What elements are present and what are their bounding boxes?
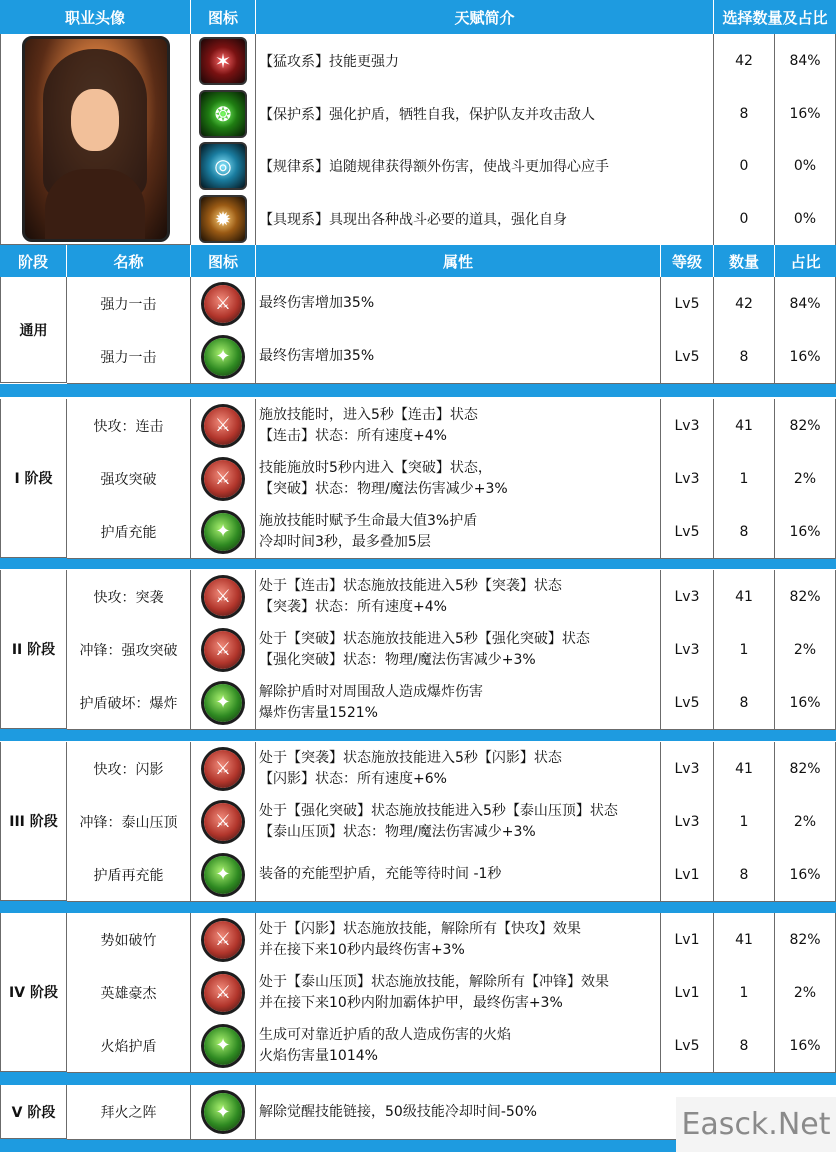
skill-icon-cell	[191, 1085, 256, 1139]
header-intro: 天赋简介	[256, 0, 714, 34]
skill-ratio: 16%	[775, 848, 836, 901]
red-skill-icon: ⚔	[204, 631, 242, 669]
skill-name: 势如破竹	[67, 913, 191, 966]
skill-icon-cell	[191, 505, 256, 558]
skill-row	[67, 452, 836, 506]
skill-count: 8	[714, 848, 775, 901]
skill-attr-line: 火焰伤害量1014%	[259, 1047, 378, 1064]
skill-level: Lv1	[661, 913, 714, 966]
talent-icon-cell	[191, 34, 256, 87]
stage-separator	[0, 384, 836, 397]
skill-ratio: 82%	[775, 570, 836, 623]
skill-attr-line: 【闪影】状态：所有速度+6%	[259, 770, 447, 787]
skill-icon-cell	[191, 795, 256, 848]
skill-attributes	[256, 966, 661, 1019]
skill-attr-line: 施放技能时，进入5秒【连击】状态	[259, 406, 478, 423]
skill-row	[67, 570, 836, 624]
skill-attributes	[256, 570, 661, 623]
skill-icon-cell	[191, 676, 256, 729]
skill-ratio: 82%	[775, 399, 836, 452]
talent-count: 42	[714, 34, 775, 87]
skill-attributes	[256, 848, 661, 901]
watermark: Easck.Net	[676, 1097, 836, 1152]
stage-label: V 阶段	[0, 1085, 67, 1139]
skill-attr-line: 生成可对靠近护盾的敌人造成伤害的火焰	[259, 1026, 511, 1043]
green-skill-icon: ✦	[204, 513, 242, 551]
skill-attr-line: 并在接下来10秒内最终伤害+3%	[259, 941, 465, 958]
talent-ratio: 16%	[775, 87, 836, 140]
skill-row	[67, 399, 836, 453]
skill-attr-line: 【泰山压顶】状态：物理/魔法伤害减少+3%	[259, 823, 536, 840]
skill-icon-cell	[191, 623, 256, 676]
red-skill-icon: ⚔	[204, 803, 242, 841]
skill-attr-line: 【强化突破】状态：物理/魔法伤害减少+3%	[259, 651, 536, 668]
talent-ratio: 84%	[775, 34, 836, 87]
skill-row	[67, 795, 836, 849]
skill-count: 41	[714, 742, 775, 795]
skill-attr-line: 处于【突破】状态施放技能进入5秒【强化突破】状态	[259, 630, 590, 647]
skill-name: 护盾破坏：爆炸	[67, 676, 191, 729]
blue-talent-icon: ◎	[199, 142, 247, 190]
header-name: 名称	[67, 245, 191, 277]
skill-row	[67, 676, 836, 730]
talent-icon-cell	[191, 192, 256, 245]
skill-icon-cell	[191, 1019, 256, 1072]
talent-ratio: 0%	[775, 192, 836, 245]
skill-level: Lv1	[661, 966, 714, 1019]
red-skill-icon: ⚔	[204, 974, 242, 1012]
skill-attr-line: 【连击】状态：所有速度+4%	[259, 427, 447, 444]
skill-level: Lv3	[661, 399, 714, 452]
skill-icon-cell	[191, 570, 256, 623]
red-skill-icon: ⚔	[204, 285, 242, 323]
skill-ratio: 16%	[775, 505, 836, 558]
skill-attributes	[256, 330, 661, 383]
stage-label: IV 阶段	[0, 913, 67, 1072]
talent-ratio: 0%	[775, 140, 836, 192]
red-skill-icon: ⚔	[204, 921, 242, 959]
skill-row	[67, 1019, 836, 1073]
red-talent-icon: ✶	[199, 37, 247, 85]
skill-attr-line: 冷却时间3秒，最多叠加5层	[259, 533, 431, 550]
skill-attr-line: 【突破】状态：物理/魔法伤害减少+3%	[259, 480, 508, 497]
skill-row	[67, 966, 836, 1020]
skill-row	[67, 742, 836, 796]
skill-attr-line: 处于【闪影】状态施放技能，解除所有【快攻】效果	[259, 920, 581, 937]
skill-attr-line: 最终伤害增加35%	[259, 295, 375, 311]
skill-ratio: 2%	[775, 452, 836, 505]
skill-icon-cell	[191, 452, 256, 505]
skill-level: Lv3	[661, 452, 714, 505]
header-ratio: 占比	[790, 252, 821, 271]
skill-name: 火焰护盾	[67, 1019, 191, 1072]
skill-count: 1	[714, 623, 775, 676]
skill-row	[67, 913, 836, 967]
talent-count: 0	[714, 140, 775, 192]
skill-attributes	[256, 1085, 661, 1139]
stage-label: I 阶段	[0, 399, 67, 558]
skill-attributes	[256, 676, 661, 729]
green-skill-icon: ✦	[204, 1093, 242, 1131]
skill-ratio: 16%	[775, 1019, 836, 1072]
talent-count: 8	[714, 87, 775, 140]
skill-attributes	[256, 399, 661, 452]
skill-name: 拜火之阵	[67, 1085, 191, 1139]
skill-count: 8	[714, 676, 775, 729]
skill-attr-line: 处于【突袭】状态施放技能进入5秒【闪影】状态	[259, 749, 562, 766]
talent-row	[191, 140, 836, 193]
talent-header-row	[0, 0, 836, 34]
skill-ratio: 16%	[775, 330, 836, 383]
stage-separator	[0, 1072, 836, 1085]
skill-count: 8	[714, 505, 775, 558]
stage-label: III 阶段	[0, 742, 67, 901]
skill-row	[67, 277, 836, 331]
skill-level: Lv3	[661, 795, 714, 848]
skill-icon-cell	[191, 277, 256, 330]
stage-label: 通用	[0, 277, 67, 383]
skill-ratio: 2%	[775, 795, 836, 848]
talent-icon-cell	[191, 87, 256, 140]
skill-row	[67, 848, 836, 902]
skill-level: Lv5	[661, 1019, 714, 1072]
skill-row	[67, 330, 836, 384]
skill-count: 8	[714, 1019, 775, 1072]
talent-row	[191, 34, 836, 88]
header-skill-icon: 图标	[191, 245, 256, 277]
skill-name: 强力一击	[67, 330, 191, 383]
skill-level: Lv3	[661, 570, 714, 623]
skill-name: 快攻：闪影	[67, 742, 191, 795]
stage-label: II 阶段	[0, 570, 67, 729]
skill-icon-cell	[191, 742, 256, 795]
header-level: 等级	[661, 245, 714, 277]
skill-attr-line: 施放技能时赋予生命最大值3%护盾	[259, 512, 478, 529]
skill-ratio: 16%	[775, 676, 836, 729]
skill-name: 冲锋：泰山压顶	[67, 795, 191, 848]
red-skill-icon: ⚔	[204, 578, 242, 616]
skill-attr-line: 技能施放时5秒内进入【突破】状态，	[259, 459, 492, 476]
talent-description: 【具现系】具现出各种战斗必要的道具，强化自身	[256, 192, 714, 245]
skill-name: 快攻：突袭	[67, 570, 191, 623]
skill-attributes	[256, 1019, 661, 1072]
skill-level: Lv1	[661, 848, 714, 901]
skill-count: 42	[714, 277, 775, 330]
skill-attr-line: 解除护盾时对周围敌人造成爆炸伤害	[259, 683, 483, 700]
green-skill-icon: ✦	[204, 856, 242, 894]
skill-ratio: 82%	[775, 742, 836, 795]
skill-ratio: 2%	[775, 966, 836, 1019]
skill-icon-cell	[191, 399, 256, 452]
skill-attr-line: 装备的充能型护盾，充能等待时间 -1秒	[259, 866, 502, 882]
skill-count: 1	[714, 795, 775, 848]
skill-level: Lv5	[661, 330, 714, 383]
skill-attributes	[256, 623, 661, 676]
green-skill-icon: ✦	[204, 338, 242, 376]
skill-name: 护盾再充能	[67, 848, 191, 901]
skill-name: 冲锋：强攻突破	[67, 623, 191, 676]
header-portrait: 职业头像	[0, 0, 191, 34]
green-skill-icon: ✦	[204, 684, 242, 722]
skill-attributes	[256, 795, 661, 848]
skill-level: Lv5	[661, 277, 714, 330]
skill-attr-line: 处于【强化突破】状态施放技能进入5秒【泰山压顶】状态	[259, 802, 618, 819]
skill-attributes	[256, 277, 661, 330]
red-skill-icon: ⚔	[204, 460, 242, 498]
skill-name: 强力一击	[67, 277, 191, 330]
skill-name: 快攻：连击	[67, 399, 191, 452]
skill-attr-line: 解除觉醒技能链接，50级技能冷却时间-50%	[259, 1103, 537, 1120]
skill-icon-cell	[191, 966, 256, 1019]
skill-name: 强攻突破	[67, 452, 191, 505]
skill-ratio: 82%	[775, 913, 836, 966]
skill-count: 41	[714, 570, 775, 623]
skill-attr-line: 爆炸伤害量1521%	[259, 704, 378, 721]
skill-attributes	[256, 452, 661, 505]
header-count-ratio: 选择数量及占比	[722, 8, 828, 27]
skill-count: 8	[714, 330, 775, 383]
talent-icon-cell	[191, 140, 256, 192]
skill-icon-cell	[191, 330, 256, 383]
skill-attr-line: 处于【泰山压顶】状态施放技能，解除所有【冲锋】效果	[259, 973, 609, 990]
class-portrait-image	[22, 36, 170, 242]
skill-name: 英雄豪杰	[67, 966, 191, 1019]
skill-icon-cell	[191, 848, 256, 901]
gold-talent-icon: ✹	[199, 195, 247, 243]
talent-row	[191, 87, 836, 141]
skill-ratio: 84%	[775, 277, 836, 330]
talent-description: 【猛攻系】技能更强力	[256, 34, 714, 87]
red-skill-icon: ⚔	[204, 407, 242, 445]
skill-level: Lv3	[661, 742, 714, 795]
skill-row	[67, 505, 836, 559]
skill-header-row	[0, 245, 836, 277]
green-skill-icon: ✦	[204, 1027, 242, 1065]
talent-description: 【保护系】强化护盾，牺牲自我，保护队友并攻击敌人	[256, 87, 714, 140]
skill-row	[67, 623, 836, 677]
header-attr: 属性	[256, 245, 661, 277]
skill-attr-line: 处于【连击】状态施放技能进入5秒【突袭】状态	[259, 577, 562, 594]
skill-count: 41	[714, 913, 775, 966]
skill-attr-line: 最终伤害增加35%	[259, 348, 375, 364]
talent-row	[191, 192, 836, 246]
green-talent-icon: ❂	[199, 90, 247, 138]
skill-count: 1	[714, 452, 775, 505]
header-icon: 图标	[191, 0, 256, 34]
skill-count: 41	[714, 399, 775, 452]
skill-level: Lv5	[661, 676, 714, 729]
talent-description: 【规律系】追随规律获得额外伤害，使战斗更加得心应手	[256, 140, 714, 192]
talent-count: 0	[714, 192, 775, 245]
skill-level: Lv5	[661, 505, 714, 558]
skill-level: Lv3	[661, 623, 714, 676]
skill-ratio: 2%	[775, 623, 836, 676]
skill-icon-cell	[191, 913, 256, 966]
skill-attributes	[256, 742, 661, 795]
skill-attributes	[256, 505, 661, 558]
skill-attr-line: 【突袭】状态：所有速度+4%	[259, 598, 447, 615]
header-count: 数量	[714, 245, 775, 277]
skill-count: 1	[714, 966, 775, 1019]
skill-name: 护盾充能	[67, 505, 191, 558]
skill-attr-line: 并在接下来10秒内附加霸体护甲，最终伤害+3%	[259, 994, 563, 1011]
red-skill-icon: ⚔	[204, 750, 242, 788]
header-stage: 阶段	[0, 245, 67, 277]
skill-attributes	[256, 913, 661, 966]
